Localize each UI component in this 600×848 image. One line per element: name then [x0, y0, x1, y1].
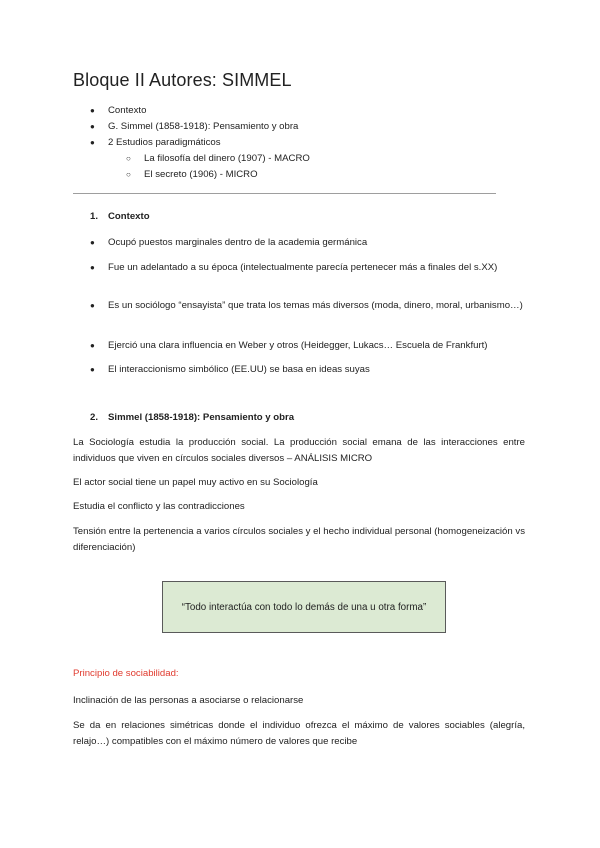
- bullet-icon: ●: [90, 365, 95, 374]
- context-bullet-list: [90, 298, 525, 314]
- toc-item: ● Contexto: [90, 103, 310, 119]
- paragraph: Se da en relaciones simétricas donde el individuo ofrezca el máximo de valores sociables (alegría, relajo…) compatibles con el máximo número de valores que recibe: [73, 720, 525, 747]
- table-of-contents: [90, 103, 310, 183]
- context-bullet-list: [90, 338, 525, 354]
- section-heading-contexto: 1. Contexto: [90, 211, 150, 222]
- paragraph: La Sociología estudia la producción social. La producción social emana de las interacciones entre individuos que viven en círculos sociales diversos – ANÁLISIS MICRO: [73, 437, 525, 464]
- toc-sublist: [108, 151, 310, 183]
- bullet-icon: ●: [90, 238, 95, 247]
- section-heading-pensamiento: 2. Simmel (1858-1918): Pensamiento y obra: [90, 412, 295, 423]
- context-bullet-list: [90, 362, 525, 378]
- list-item: ● Es un sociólogo “ensayista” que trata los temas más diversos (moda, dinero, moral, urbanismo…): [90, 298, 525, 314]
- paragraph: Tensión entre la pertenencia a varios círculos sociales y el hecho individual personal (homogeneización vs diferenciación): [73, 526, 525, 553]
- paragraph: El actor social tiene un papel muy activo en su Sociología: [73, 477, 318, 488]
- bullet-icon: ●: [90, 122, 95, 131]
- quote-text: “Todo interactúa con todo lo demás de una u otra forma”: [181, 601, 427, 613]
- context-bullet-list: [90, 235, 525, 251]
- bullet-icon: ●: [90, 263, 95, 272]
- hollow-bullet-icon: ○: [126, 170, 131, 179]
- principle-heading: Principio de sociabilidad:: [73, 668, 179, 679]
- hollow-bullet-icon: ○: [126, 154, 131, 163]
- list-item: ● Ejerció una clara influencia en Weber y otros (Heidegger, Lukacs… Escuela de Frankfurt): [90, 338, 525, 354]
- horizontal-divider: [73, 193, 496, 194]
- paragraph: Inclinación de las personas a asociarse o relacionarse: [73, 695, 304, 706]
- context-bullet-list: [90, 260, 525, 276]
- bullet-icon: ●: [90, 106, 95, 115]
- toc-subitem: ○ El secreto (1906) - MICRO: [126, 167, 310, 183]
- list-item: ● Fue un adelantado a su época (intelectualmente parecía pertenecer más a finales del s.XX): [90, 260, 525, 276]
- quote-box: [162, 581, 446, 633]
- bullet-icon: ●: [90, 138, 95, 147]
- page-title: Bloque II Autores: SIMMEL: [73, 70, 292, 90]
- list-item: ● El interaccionismo simbólico (EE.UU) se basa en ideas suyas: [90, 362, 525, 378]
- bullet-icon: ●: [90, 301, 95, 310]
- toc-subitem: ○ La filosofía del dinero (1907) - MACRO: [126, 151, 310, 167]
- list-item: ● Ocupó puestos marginales dentro de la academia germánica: [90, 235, 525, 251]
- toc-item: ● G. Simmel (1858-1918): Pensamiento y obra: [90, 119, 310, 135]
- toc-item: ● 2 Estudios paradigmáticos ○ La filosofía del dinero (1907) - MACRO ○ El secreto (1906) - MICRO: [90, 135, 310, 183]
- bullet-icon: ●: [90, 341, 95, 350]
- paragraph: Estudia el conflicto y las contradicciones: [73, 501, 245, 512]
